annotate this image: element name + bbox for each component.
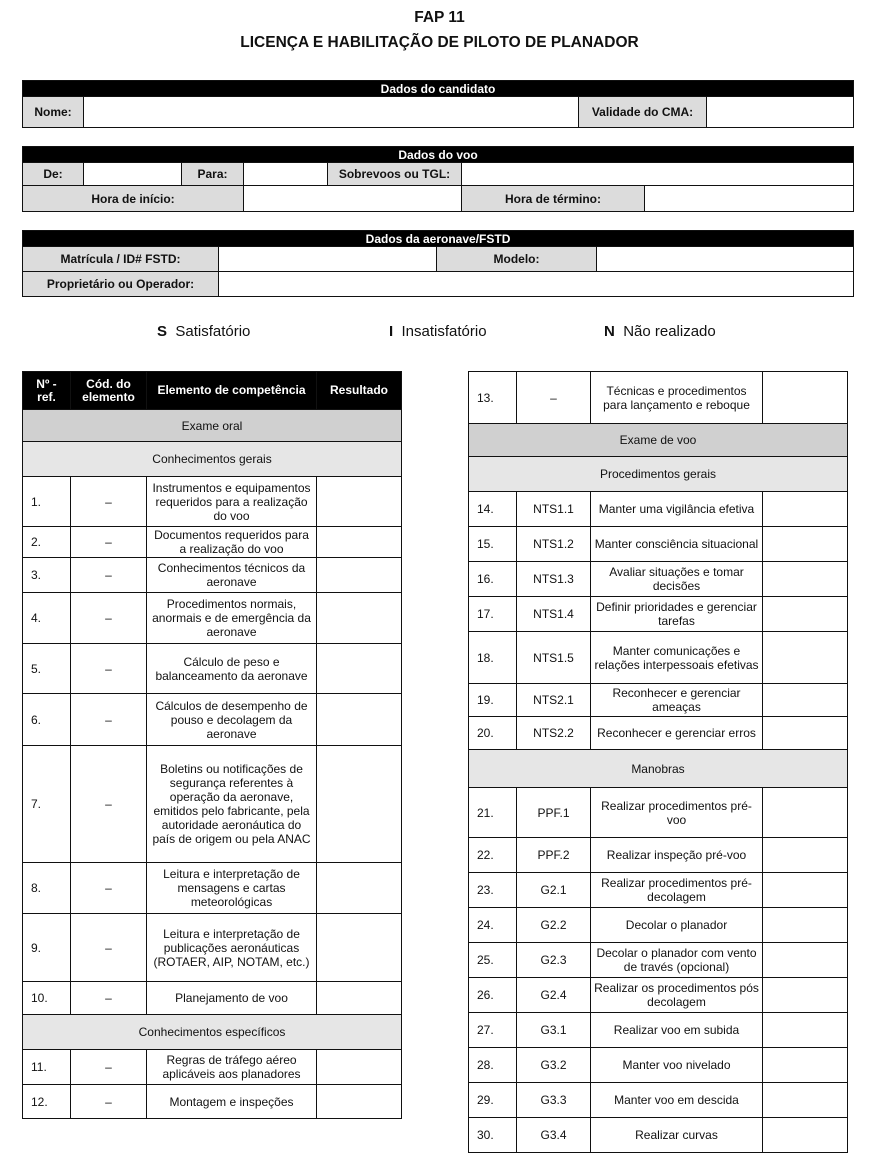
element-code-cell: NTS1.1 xyxy=(517,492,591,527)
result-field[interactable] xyxy=(763,873,848,908)
table-row xyxy=(23,982,402,1015)
table-row xyxy=(469,943,848,978)
table-row xyxy=(23,527,402,558)
table-row xyxy=(469,717,848,750)
table-row xyxy=(469,492,848,527)
ref-cell: 14. xyxy=(469,492,517,527)
subsection-header-row xyxy=(469,750,848,788)
table-row xyxy=(469,562,848,597)
element-code-cell: G2.3 xyxy=(517,943,591,978)
result-field[interactable] xyxy=(763,632,848,684)
competency-element-cell: Manter consciência situacional xyxy=(591,527,763,562)
table-row xyxy=(23,558,402,593)
element-code-cell: – xyxy=(71,694,147,746)
element-code-cell: – xyxy=(71,914,147,982)
col-element-header: Elemento de competência xyxy=(147,372,317,410)
subsection-title: Conhecimentos gerais xyxy=(23,442,402,477)
result-field[interactable] xyxy=(763,1083,848,1118)
legend-code: N xyxy=(604,323,615,340)
competency-element-cell: Avaliar situações e tomar decisões xyxy=(591,562,763,597)
ref-cell: 3. xyxy=(23,558,71,593)
flight-section xyxy=(22,146,854,212)
element-code-cell: NTS2.1 xyxy=(517,684,591,717)
end-time-label: Hora de término: xyxy=(462,186,645,212)
table-row xyxy=(469,632,848,684)
ref-cell: 24. xyxy=(469,908,517,943)
result-field[interactable] xyxy=(317,558,402,593)
competency-element-cell: Realizar procedimentos pré-decolagem xyxy=(591,873,763,908)
element-code-cell: – xyxy=(71,1085,147,1119)
flight-bar: Dados do voo xyxy=(23,147,854,163)
legend-text: Satisfatório xyxy=(175,323,251,340)
competency-element-cell: Realizar procedimentos pré-voo xyxy=(591,788,763,838)
ref-cell: 22. xyxy=(469,838,517,873)
table-row xyxy=(469,978,848,1013)
cma-field[interactable] xyxy=(707,97,854,128)
ref-cell: 17. xyxy=(469,597,517,632)
element-code-cell: – xyxy=(71,863,147,914)
subsection-header-row xyxy=(23,442,402,477)
ref-cell: 15. xyxy=(469,527,517,562)
ref-cell: 18. xyxy=(469,632,517,684)
competency-element-cell: Conhecimentos técnicos da aeronave xyxy=(147,558,317,593)
competency-element-cell: Decolar o planador xyxy=(591,908,763,943)
result-field[interactable] xyxy=(763,838,848,873)
result-field[interactable] xyxy=(763,943,848,978)
subsection-header-row xyxy=(469,457,848,492)
legend-code: I xyxy=(389,323,394,340)
model-label: Modelo: xyxy=(437,247,597,272)
element-code-cell: PPF.1 xyxy=(517,788,591,838)
competency-element-cell: Montagem e inspeções xyxy=(147,1085,317,1119)
competency-element-cell: Manter voo nivelado xyxy=(591,1048,763,1083)
ref-cell: 11. xyxy=(23,1050,71,1085)
result-field[interactable] xyxy=(317,527,402,558)
form-title: LICENÇA E HABILITAÇÃO DE PILOTO DE PLANADOR xyxy=(240,34,639,51)
result-field[interactable] xyxy=(763,684,848,717)
table-row xyxy=(469,908,848,943)
element-code-cell: – xyxy=(71,1050,147,1085)
name-field[interactable] xyxy=(84,97,579,128)
table-row xyxy=(23,1085,402,1119)
model-field[interactable] xyxy=(597,247,854,272)
start-time-field[interactable] xyxy=(244,186,462,212)
element-code-cell: G3.3 xyxy=(517,1083,591,1118)
name-label: Nome: xyxy=(23,97,84,128)
competency-element-cell: Manter uma vigilância efetiva xyxy=(591,492,763,527)
competency-element-cell: Procedimentos normais, anormais e de emergência da aeronave xyxy=(147,593,317,644)
result-field[interactable] xyxy=(763,527,848,562)
result-field[interactable] xyxy=(317,982,402,1015)
table-row xyxy=(469,873,848,908)
table-row xyxy=(469,1048,848,1083)
ref-cell: 5. xyxy=(23,644,71,694)
table-row xyxy=(469,1013,848,1048)
result-field[interactable] xyxy=(763,1048,848,1083)
col-code-header: Cód. do elemento xyxy=(71,372,147,410)
from-label: De: xyxy=(23,163,84,186)
ref-cell: 25. xyxy=(469,943,517,978)
candidate-bar: Dados do candidato xyxy=(23,81,854,97)
element-code-cell: G3.2 xyxy=(517,1048,591,1083)
result-field[interactable] xyxy=(763,978,848,1013)
result-field[interactable] xyxy=(317,593,402,644)
aircraft-bar: Dados da aeronave/FSTD xyxy=(23,231,854,247)
competency-element-cell: Realizar voo em subida xyxy=(591,1013,763,1048)
table-row xyxy=(469,788,848,838)
ref-cell: 21. xyxy=(469,788,517,838)
competency-element-cell: Reconhecer e gerenciar ameaças xyxy=(591,684,763,717)
result-field[interactable] xyxy=(763,908,848,943)
competency-table-right xyxy=(468,371,848,1153)
subsection-title: Procedimentos gerais xyxy=(469,457,848,492)
result-field[interactable] xyxy=(317,863,402,914)
competency-element-cell: Técnicas e procedimentos para lançamento e reboque xyxy=(591,372,763,424)
legend-text: Não realizado xyxy=(623,323,716,340)
ref-cell: 13. xyxy=(469,372,517,424)
result-field[interactable] xyxy=(317,1085,402,1119)
element-code-cell: – xyxy=(71,644,147,694)
result-field[interactable] xyxy=(763,597,848,632)
result-field[interactable] xyxy=(317,644,402,694)
subsection-header-row xyxy=(23,1015,402,1050)
ref-cell: 23. xyxy=(469,873,517,908)
to-field[interactable] xyxy=(244,163,328,186)
result-field[interactable] xyxy=(763,372,848,424)
ref-cell: 9. xyxy=(23,914,71,982)
element-code-cell: NTS1.5 xyxy=(517,632,591,684)
ref-cell: 12. xyxy=(23,1085,71,1119)
section-title: Exame oral xyxy=(23,410,402,442)
subsection-title: Manobras xyxy=(469,750,848,788)
competency-element-cell: Documentos requeridos para a realização do voo xyxy=(147,527,317,558)
ref-cell: 26. xyxy=(469,978,517,1013)
competency-element-cell: Manter comunicações e relações interpessoais efetivas xyxy=(591,632,763,684)
from-field[interactable] xyxy=(84,163,182,186)
result-field[interactable] xyxy=(763,717,848,750)
element-code-cell: NTS1.3 xyxy=(517,562,591,597)
section-title: Exame de voo xyxy=(469,424,848,457)
table-row xyxy=(469,597,848,632)
registration-field[interactable] xyxy=(219,247,437,272)
result-field[interactable] xyxy=(763,492,848,527)
table-row xyxy=(469,838,848,873)
element-code-cell: – xyxy=(517,372,591,424)
table-row xyxy=(23,914,402,982)
ref-cell: 16. xyxy=(469,562,517,597)
competency-table-left xyxy=(22,371,402,1119)
element-code-cell: – xyxy=(71,593,147,644)
table-row xyxy=(23,694,402,746)
registration-label: Matrícula / ID# FSTD: xyxy=(23,247,219,272)
result-field[interactable] xyxy=(317,746,402,863)
ref-cell: 19. xyxy=(469,684,517,717)
ref-cell: 20. xyxy=(469,717,517,750)
overflights-field[interactable] xyxy=(462,163,854,186)
element-code-cell: – xyxy=(71,982,147,1015)
owner-field[interactable] xyxy=(219,272,854,297)
competency-element-cell: Regras de tráfego aéreo aplicáveis aos planadores xyxy=(147,1050,317,1085)
element-code-cell: NTS1.2 xyxy=(517,527,591,562)
result-field[interactable] xyxy=(763,1118,848,1153)
cma-label: Validade do CMA: xyxy=(579,97,707,128)
table-row xyxy=(23,593,402,644)
element-code-cell: – xyxy=(71,746,147,863)
end-time-field[interactable] xyxy=(645,186,854,212)
element-code-cell: G3.4 xyxy=(517,1118,591,1153)
ref-cell: 6. xyxy=(23,694,71,746)
ref-cell: 2. xyxy=(23,527,71,558)
legend-text: Insatisfatório xyxy=(401,323,487,340)
table-row xyxy=(23,644,402,694)
result-field[interactable] xyxy=(317,914,402,982)
overflights-label: Sobrevoos ou TGL: xyxy=(328,163,462,186)
ref-cell: 8. xyxy=(23,863,71,914)
ref-cell: 28. xyxy=(469,1048,517,1083)
aircraft-section xyxy=(22,230,854,297)
result-field[interactable] xyxy=(763,562,848,597)
table-row xyxy=(23,1050,402,1085)
legend-unsatisfactory xyxy=(389,323,487,340)
result-field[interactable] xyxy=(317,477,402,527)
result-field[interactable] xyxy=(763,1013,848,1048)
candidate-section xyxy=(22,80,854,128)
element-code-cell: G2.2 xyxy=(517,908,591,943)
section-header-row xyxy=(23,410,402,442)
competency-element-cell: Decolar o planador com vento de través (opcional) xyxy=(591,943,763,978)
result-field[interactable] xyxy=(317,694,402,746)
element-code-cell: NTS2.2 xyxy=(517,717,591,750)
element-code-cell: – xyxy=(71,477,147,527)
ref-cell: 7. xyxy=(23,746,71,863)
element-code-cell: G2.4 xyxy=(517,978,591,1013)
legend-code: S xyxy=(157,323,168,340)
table-row xyxy=(469,372,848,424)
element-code-cell: – xyxy=(71,527,147,558)
element-code-cell: G3.1 xyxy=(517,1013,591,1048)
ref-cell: 27. xyxy=(469,1013,517,1048)
legend-not-performed xyxy=(604,323,716,340)
competency-element-cell: Instrumentos e equipamentos requeridos para a realização do voo xyxy=(147,477,317,527)
competency-element-cell: Boletins ou notificações de segurança referentes à operação da aeronave, emitidos pelo fabricante, pela autoridade aeronáutica do país de origem ou pela ANAC xyxy=(147,746,317,863)
table-row xyxy=(23,863,402,914)
result-field[interactable] xyxy=(317,1050,402,1085)
col-ref-header: Nº - ref. xyxy=(23,372,71,410)
owner-label: Proprietário ou Operador: xyxy=(23,272,219,297)
element-code-cell: NTS1.4 xyxy=(517,597,591,632)
table-row xyxy=(23,477,402,527)
ref-cell: 4. xyxy=(23,593,71,644)
competency-element-cell: Realizar os procedimentos pós decolagem xyxy=(591,978,763,1013)
ref-cell: 10. xyxy=(23,982,71,1015)
element-code-cell: PPF.2 xyxy=(517,838,591,873)
competency-element-cell: Cálculo de peso e balanceamento da aeronave xyxy=(147,644,317,694)
ref-cell: 30. xyxy=(469,1118,517,1153)
legend-satisfactory xyxy=(157,323,250,340)
competency-element-cell: Leitura e interpretação de publicações aeronáuticas (ROTAER, AIP, NOTAM, etc.) xyxy=(147,914,317,982)
table-row xyxy=(23,746,402,863)
competency-element-cell: Planejamento de voo xyxy=(147,982,317,1015)
table-row xyxy=(469,1083,848,1118)
table-row xyxy=(469,527,848,562)
ref-cell: 29. xyxy=(469,1083,517,1118)
competency-element-cell: Leitura e interpretação de mensagens e cartas meteorológicas xyxy=(147,863,317,914)
competency-element-cell: Manter voo em descida xyxy=(591,1083,763,1118)
element-code-cell: – xyxy=(71,558,147,593)
competency-element-cell: Reconhecer e gerenciar erros xyxy=(591,717,763,750)
form-code: FAP 11 xyxy=(414,9,465,26)
competency-element-cell: Realizar curvas xyxy=(591,1118,763,1153)
competency-element-cell: Definir prioridades e gerenciar tarefas xyxy=(591,597,763,632)
competency-element-cell: Cálculos de desempenho de pouso e decolagem da aeronave xyxy=(147,694,317,746)
start-time-label: Hora de início: xyxy=(23,186,244,212)
table-row xyxy=(469,1118,848,1153)
competency-element-cell: Realizar inspeção pré-voo xyxy=(591,838,763,873)
section-header-row xyxy=(469,424,848,457)
col-result-header: Resultado xyxy=(317,372,402,410)
element-code-cell: G2.1 xyxy=(517,873,591,908)
result-field[interactable] xyxy=(763,788,848,838)
to-label: Para: xyxy=(182,163,244,186)
table-row xyxy=(469,684,848,717)
ref-cell: 1. xyxy=(23,477,71,527)
subsection-title: Conhecimentos específicos xyxy=(23,1015,402,1050)
